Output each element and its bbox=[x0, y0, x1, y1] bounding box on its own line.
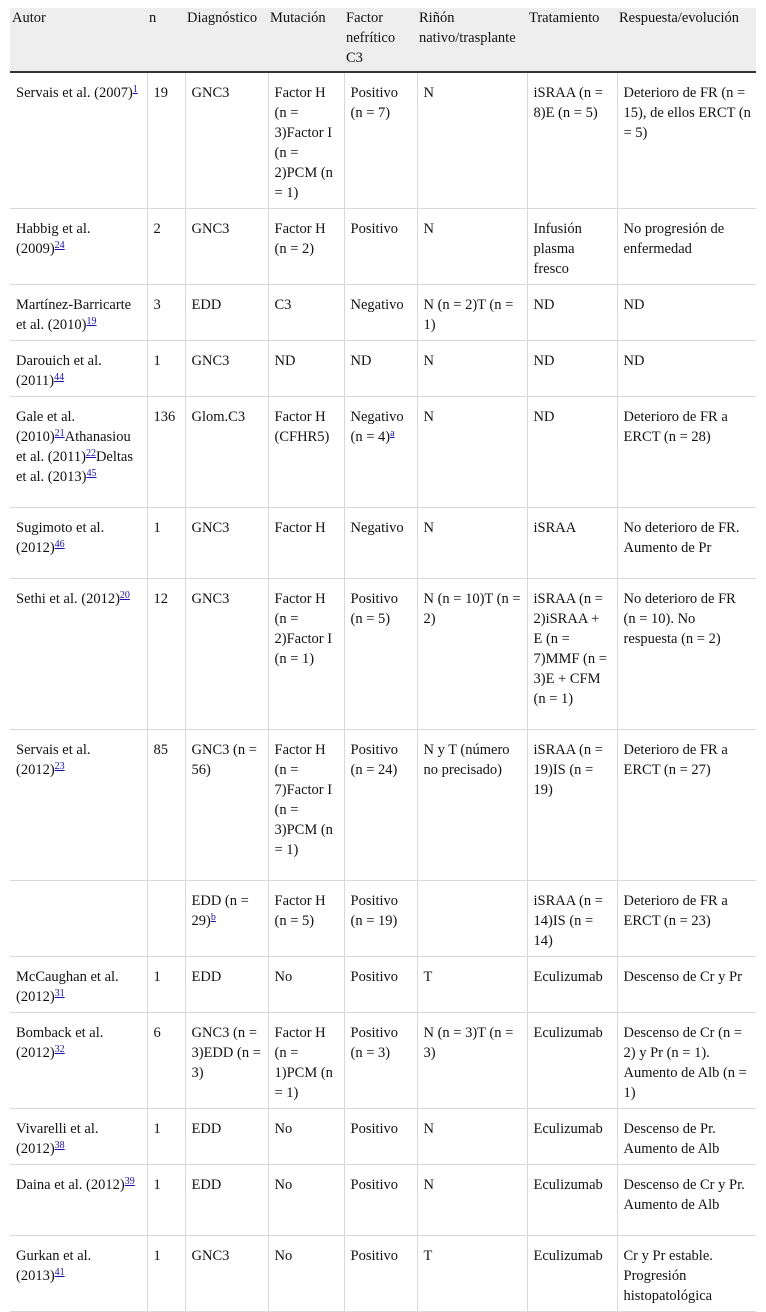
cell-diag bbox=[185, 1013, 268, 1109]
table-row bbox=[10, 508, 756, 579]
n-text: 19 bbox=[153, 85, 168, 101]
c3nef-text: Positivo (n = 5) bbox=[350, 591, 399, 627]
cell-treat bbox=[527, 72, 617, 209]
resp-text: ND bbox=[623, 297, 645, 313]
cell-resp bbox=[617, 72, 756, 209]
studies-table bbox=[10, 8, 756, 1312]
column-header: Respuesta/evolución bbox=[617, 8, 756, 72]
n-text: 1 bbox=[153, 353, 161, 369]
c3nef-text: Positivo bbox=[350, 221, 399, 237]
cell-c3nef bbox=[344, 957, 417, 1013]
author-name: Athanasiou et al. (2011) bbox=[16, 429, 131, 465]
cell-kidney bbox=[417, 397, 527, 508]
cell-mut bbox=[268, 397, 344, 508]
reference-link[interactable]: 23 bbox=[54, 761, 65, 772]
diagnosis-text: EDD bbox=[191, 1121, 222, 1137]
cell-author bbox=[10, 209, 147, 285]
author-name: Gurkan et al. (2013) bbox=[16, 1248, 92, 1284]
cell-diag bbox=[185, 1236, 268, 1312]
cell-resp bbox=[617, 341, 756, 397]
mut-text: Factor H (n = 2) bbox=[274, 221, 326, 257]
n-text: 1 bbox=[153, 969, 161, 985]
mut-text: Factor H (n = 2)Factor I (n = 1) bbox=[274, 591, 333, 667]
diagnosis-text: GNC3 bbox=[191, 520, 230, 536]
cell-resp bbox=[617, 579, 756, 730]
table-row bbox=[10, 730, 756, 881]
column-header: Tratamiento bbox=[527, 8, 617, 72]
mut-text: Factor H (n = 5) bbox=[274, 893, 326, 929]
cell-kidney bbox=[417, 730, 527, 881]
cell-diag bbox=[185, 72, 268, 209]
kidney-text: N y T (número no precisado) bbox=[423, 742, 510, 778]
author-name: Vivarelli et al. (2012) bbox=[16, 1121, 99, 1157]
mut-text: C3 bbox=[274, 297, 292, 313]
cell-c3nef bbox=[344, 508, 417, 579]
diagnosis-text: GNC3 bbox=[191, 1248, 230, 1264]
reference-link[interactable]: 46 bbox=[54, 539, 65, 550]
cell-kidney bbox=[417, 579, 527, 730]
table-row bbox=[10, 397, 756, 508]
reference-link[interactable]: 45 bbox=[86, 468, 97, 479]
treat-text: ND bbox=[533, 353, 555, 369]
cell-diag bbox=[185, 730, 268, 881]
kidney-text: N bbox=[423, 353, 434, 369]
cell-mut bbox=[268, 730, 344, 881]
table-row bbox=[10, 72, 756, 209]
c3nef-text: Positivo (n = 19) bbox=[350, 893, 399, 929]
reference-link[interactable]: 44 bbox=[54, 372, 65, 383]
mut-text: Factor H (n = 7)Factor I (n = 3)PCM (n = 1) bbox=[274, 742, 333, 858]
cell-treat bbox=[527, 397, 617, 508]
cell-n bbox=[147, 1013, 185, 1109]
cell-c3nef bbox=[344, 397, 417, 508]
author-name: Martínez-Barricarte et al. (2010) bbox=[16, 297, 132, 333]
resp-text: Descenso de Cr y Pr bbox=[623, 969, 742, 985]
cell-mut bbox=[268, 1165, 344, 1236]
cell-author bbox=[10, 957, 147, 1013]
treat-text: iSRAA (n = 19)IS (n = 19) bbox=[533, 742, 603, 798]
cell-resp bbox=[617, 508, 756, 579]
cell-diag bbox=[185, 285, 268, 341]
column-header: Autor bbox=[10, 8, 147, 72]
author-name: Daina et al. (2012) bbox=[16, 1177, 125, 1193]
cell-treat bbox=[527, 957, 617, 1013]
reference-superscript bbox=[86, 448, 96, 459]
n-text: 136 bbox=[153, 409, 176, 425]
cell-mut bbox=[268, 285, 344, 341]
diagnosis-text: EDD (n = 29) bbox=[191, 893, 249, 929]
treat-text: iSRAA (n = 8)E (n = 5) bbox=[533, 85, 603, 121]
table-row bbox=[10, 957, 756, 1013]
kidney-text: T bbox=[423, 969, 433, 985]
cell-author bbox=[10, 1236, 147, 1312]
kidney-text: N bbox=[423, 85, 434, 101]
n-text: 85 bbox=[153, 742, 168, 758]
reference-superscript bbox=[55, 428, 65, 439]
c3nef-text: Positivo bbox=[350, 1121, 399, 1137]
cell-resp bbox=[617, 1013, 756, 1109]
treat-text: iSRAA bbox=[533, 520, 577, 536]
cell-n bbox=[147, 1109, 185, 1165]
resp-text: No deterioro de FR. Aumento de Pr bbox=[623, 520, 740, 556]
diagnosis-text: GNC3 bbox=[191, 591, 230, 607]
table-row bbox=[10, 1236, 756, 1312]
reference-link[interactable]: 1 bbox=[132, 84, 138, 95]
table-row bbox=[10, 341, 756, 397]
cell-n bbox=[147, 1165, 185, 1236]
cell-resp bbox=[617, 881, 756, 957]
reference-link[interactable]: 41 bbox=[54, 1267, 65, 1278]
cell-n bbox=[147, 881, 185, 957]
n-text: 6 bbox=[153, 1025, 161, 1041]
reference-superscript bbox=[120, 590, 130, 601]
reference-link[interactable]: b bbox=[210, 912, 216, 923]
cell-treat bbox=[527, 1165, 617, 1236]
reference-superscript bbox=[86, 316, 96, 327]
cell-treat bbox=[527, 579, 617, 730]
cell-resp bbox=[617, 397, 756, 508]
header-row bbox=[10, 8, 756, 72]
resp-text: Deterioro de FR a ERCT (n = 23) bbox=[623, 893, 728, 929]
cell-mut bbox=[268, 1013, 344, 1109]
author-name: Gale et al. (2010) bbox=[16, 409, 76, 445]
cell-kidney bbox=[417, 341, 527, 397]
kidney-text: N bbox=[423, 520, 434, 536]
c3nef-text: Positivo (n = 3) bbox=[350, 1025, 399, 1061]
resp-text: Deterioro de FR a ERCT (n = 28) bbox=[623, 409, 728, 445]
reference-superscript bbox=[55, 1267, 65, 1278]
cell-mut bbox=[268, 72, 344, 209]
author-name: Deltas et al. (2013) bbox=[16, 449, 133, 485]
diagnosis-text: Glom.C3 bbox=[191, 409, 246, 425]
cell-n bbox=[147, 579, 185, 730]
table-row bbox=[10, 1013, 756, 1109]
cell-c3nef bbox=[344, 881, 417, 957]
diagnosis-text: GNC3 (n = 3)EDD (n = 3) bbox=[191, 1025, 261, 1081]
cell-c3nef bbox=[344, 730, 417, 881]
treat-text: Eculizumab bbox=[533, 1177, 603, 1193]
c3nef-text: Negativo bbox=[350, 297, 404, 313]
cell-c3nef bbox=[344, 1236, 417, 1312]
cell-diag bbox=[185, 341, 268, 397]
kidney-text: N bbox=[423, 221, 434, 237]
table-row bbox=[10, 209, 756, 285]
mut-text: Factor H (n = 3)Factor I (n = 2)PCM (n = 1) bbox=[274, 85, 333, 201]
table-row bbox=[10, 285, 756, 341]
reference-superscript bbox=[55, 988, 65, 999]
cell-c3nef bbox=[344, 72, 417, 209]
diagnosis-text: GNC3 bbox=[191, 85, 230, 101]
cell-author bbox=[10, 1109, 147, 1165]
reference-superscript bbox=[55, 539, 65, 550]
cell-treat bbox=[527, 1013, 617, 1109]
mut-text: Factor H bbox=[274, 520, 326, 536]
column-header: n bbox=[147, 8, 185, 72]
table-row bbox=[10, 1165, 756, 1236]
cell-n bbox=[147, 285, 185, 341]
resp-text: ND bbox=[623, 353, 645, 369]
table-row bbox=[10, 579, 756, 730]
cell-kidney bbox=[417, 1236, 527, 1312]
reference-superscript bbox=[86, 468, 96, 479]
reference-superscript bbox=[55, 1140, 65, 1151]
c3nef-text: Positivo bbox=[350, 1248, 399, 1264]
treat-text: Eculizumab bbox=[533, 1025, 603, 1041]
cell-kidney bbox=[417, 508, 527, 579]
mut-text: No bbox=[274, 969, 293, 985]
cell-diag bbox=[185, 1109, 268, 1165]
diagnosis-text: GNC3 bbox=[191, 353, 230, 369]
cell-mut bbox=[268, 579, 344, 730]
mut-text: No bbox=[274, 1248, 293, 1264]
author-name: Servais et al. (2012) bbox=[16, 742, 91, 778]
reference-superscript bbox=[211, 912, 216, 923]
cell-author bbox=[10, 1165, 147, 1236]
treat-text: Infusión plasma fresco bbox=[533, 221, 582, 277]
resp-text: Descenso de Cr y Pr. Aumento de Alb bbox=[623, 1177, 745, 1213]
reference-link[interactable]: 20 bbox=[119, 590, 130, 601]
reference-link[interactable]: 22 bbox=[85, 448, 96, 459]
c3nef-text: Positivo bbox=[350, 969, 399, 985]
resp-text: No deterioro de FR (n = 10). No respuesta (n = 2) bbox=[623, 591, 736, 647]
diagnosis-text: GNC3 bbox=[191, 221, 230, 237]
diagnosis-text: EDD bbox=[191, 1177, 222, 1193]
reference-link[interactable]: a bbox=[390, 428, 395, 439]
cell-mut bbox=[268, 1109, 344, 1165]
cell-resp bbox=[617, 209, 756, 285]
treat-text: Eculizumab bbox=[533, 1121, 603, 1137]
cell-kidney bbox=[417, 285, 527, 341]
cell-kidney bbox=[417, 1165, 527, 1236]
cell-treat bbox=[527, 508, 617, 579]
treat-text: ND bbox=[533, 297, 555, 313]
reference-link[interactable]: 39 bbox=[124, 1176, 135, 1187]
n-text: 1 bbox=[153, 1177, 161, 1193]
n-text: 12 bbox=[153, 591, 168, 607]
c3nef-text: Positivo (n = 7) bbox=[350, 85, 399, 121]
c3nef-text: ND bbox=[350, 353, 372, 369]
author-name: Darouich et al. (2011) bbox=[16, 353, 102, 389]
cell-resp bbox=[617, 1165, 756, 1236]
cell-diag bbox=[185, 579, 268, 730]
author-name: Sethi et al. (2012) bbox=[16, 591, 120, 607]
kidney-text: N (n = 2)T (n = 1) bbox=[423, 297, 514, 333]
reference-superscript bbox=[55, 761, 65, 772]
cell-kidney bbox=[417, 72, 527, 209]
mut-text: No bbox=[274, 1177, 293, 1193]
cell-n bbox=[147, 508, 185, 579]
cell-author bbox=[10, 508, 147, 579]
cell-diag bbox=[185, 881, 268, 957]
diagnosis-text: GNC3 (n = 56) bbox=[191, 742, 257, 778]
diagnosis-text: EDD bbox=[191, 969, 222, 985]
n-text: 3 bbox=[153, 297, 161, 313]
reference-superscript bbox=[390, 428, 394, 439]
cell-author bbox=[10, 730, 147, 881]
cell-treat bbox=[527, 881, 617, 957]
cell-kidney bbox=[417, 957, 527, 1013]
column-header: Factor nefrítico C3 bbox=[344, 8, 417, 72]
cell-diag bbox=[185, 397, 268, 508]
c3nef-text: Positivo (n = 24) bbox=[350, 742, 399, 778]
cell-treat bbox=[527, 730, 617, 881]
treat-text: iSRAA (n = 2)iSRAA + E (n = 7)MMF (n = 3)E + CFM (n = 1) bbox=[533, 591, 607, 707]
cell-treat bbox=[527, 285, 617, 341]
cell-mut bbox=[268, 209, 344, 285]
mut-text: ND bbox=[274, 353, 296, 369]
cell-author bbox=[10, 881, 147, 957]
column-header: Diagnóstico bbox=[185, 8, 268, 72]
cell-c3nef bbox=[344, 1013, 417, 1109]
reference-link[interactable]: 24 bbox=[54, 240, 65, 251]
cell-kidney bbox=[417, 881, 527, 957]
resp-text: Descenso de Cr (n = 2) y Pr (n = 1). Aumento de Alb (n = 1) bbox=[623, 1025, 747, 1101]
column-header: Mutación bbox=[268, 8, 344, 72]
cell-kidney bbox=[417, 1109, 527, 1165]
resp-text: Cr y Pr estable. Progresión histopatológica bbox=[623, 1248, 713, 1304]
n-text: 1 bbox=[153, 520, 161, 536]
resp-text: No progresión de enfermedad bbox=[623, 221, 725, 257]
reference-superscript bbox=[133, 84, 138, 95]
cell-mut bbox=[268, 957, 344, 1013]
author-name: Habbig et al. (2009) bbox=[16, 221, 91, 257]
column-header: Riñón nativo/trasplante bbox=[417, 8, 527, 72]
reference-link[interactable]: 19 bbox=[86, 316, 97, 327]
author-name: Sugimoto et al. (2012) bbox=[16, 520, 105, 556]
reference-superscript bbox=[55, 1044, 65, 1055]
cell-diag bbox=[185, 209, 268, 285]
table-row bbox=[10, 1109, 756, 1165]
cell-author bbox=[10, 72, 147, 209]
n-text: 2 bbox=[153, 221, 161, 237]
cell-kidney bbox=[417, 209, 527, 285]
kidney-text: N bbox=[423, 1121, 434, 1137]
kidney-text: N bbox=[423, 409, 434, 425]
cell-resp bbox=[617, 1109, 756, 1165]
kidney-text: T bbox=[423, 1248, 433, 1264]
mut-text: Factor H (CFHR5) bbox=[274, 409, 330, 445]
cell-author bbox=[10, 1013, 147, 1109]
cell-resp bbox=[617, 1236, 756, 1312]
kidney-text: N (n = 3)T (n = 3) bbox=[423, 1025, 514, 1061]
cell-c3nef bbox=[344, 1165, 417, 1236]
cell-treat bbox=[527, 1109, 617, 1165]
cell-c3nef bbox=[344, 579, 417, 730]
treat-text: iSRAA (n = 14)IS (n = 14) bbox=[533, 893, 603, 949]
cell-diag bbox=[185, 508, 268, 579]
cell-mut bbox=[268, 1236, 344, 1312]
resp-text: Descenso de Pr. Aumento de Alb bbox=[623, 1121, 720, 1157]
cell-n bbox=[147, 1236, 185, 1312]
reference-link[interactable]: 38 bbox=[54, 1140, 65, 1151]
reference-superscript bbox=[55, 240, 65, 251]
author-name: Bomback et al. (2012) bbox=[16, 1025, 104, 1061]
cell-mut bbox=[268, 881, 344, 957]
cell-n bbox=[147, 730, 185, 881]
treat-text: ND bbox=[533, 409, 555, 425]
reference-link[interactable]: 32 bbox=[54, 1044, 65, 1055]
cell-n bbox=[147, 72, 185, 209]
reference-link[interactable]: 21 bbox=[54, 428, 65, 439]
table-row bbox=[10, 881, 756, 957]
kidney-text: N (n = 10)T (n = 2) bbox=[423, 591, 521, 627]
cell-mut bbox=[268, 508, 344, 579]
cell-n bbox=[147, 957, 185, 1013]
cell-n bbox=[147, 209, 185, 285]
author-name: McCaughan et al. (2012) bbox=[16, 969, 119, 1005]
cell-n bbox=[147, 341, 185, 397]
c3nef-text: Negativo (n = 4) bbox=[350, 409, 404, 445]
author-name: Servais et al. (2007) bbox=[16, 85, 133, 101]
resp-text: Deterioro de FR a ERCT (n = 27) bbox=[623, 742, 728, 778]
table-body bbox=[10, 72, 756, 1312]
cell-mut bbox=[268, 341, 344, 397]
cell-author bbox=[10, 579, 147, 730]
cell-author bbox=[10, 285, 147, 341]
resp-text: Deterioro de FR (n = 15), de ellos ERCT (n = 5) bbox=[623, 85, 751, 141]
mut-text: No bbox=[274, 1121, 293, 1137]
cell-resp bbox=[617, 285, 756, 341]
n-text: 1 bbox=[153, 1121, 161, 1137]
cell-treat bbox=[527, 1236, 617, 1312]
cell-resp bbox=[617, 957, 756, 1013]
cell-author bbox=[10, 397, 147, 508]
c3nef-text: Negativo bbox=[350, 520, 404, 536]
cell-diag bbox=[185, 957, 268, 1013]
mut-text: Factor H (n = 1)PCM (n = 1) bbox=[274, 1025, 333, 1101]
n-text: 1 bbox=[153, 1248, 161, 1264]
cell-c3nef bbox=[344, 285, 417, 341]
treat-text: Eculizumab bbox=[533, 969, 603, 985]
cell-c3nef bbox=[344, 341, 417, 397]
cell-n bbox=[147, 397, 185, 508]
cell-c3nef bbox=[344, 209, 417, 285]
reference-superscript bbox=[125, 1176, 135, 1187]
treat-text: Eculizumab bbox=[533, 1248, 603, 1264]
cell-resp bbox=[617, 730, 756, 881]
reference-superscript bbox=[54, 372, 64, 383]
cell-c3nef bbox=[344, 1109, 417, 1165]
cell-treat bbox=[527, 209, 617, 285]
cell-kidney bbox=[417, 1013, 527, 1109]
kidney-text: N bbox=[423, 1177, 434, 1193]
cell-author bbox=[10, 341, 147, 397]
c3nef-text: Positivo bbox=[350, 1177, 399, 1193]
cell-diag bbox=[185, 1165, 268, 1236]
cell-treat bbox=[527, 341, 617, 397]
reference-link[interactable]: 31 bbox=[54, 988, 65, 999]
diagnosis-text: EDD bbox=[191, 297, 222, 313]
